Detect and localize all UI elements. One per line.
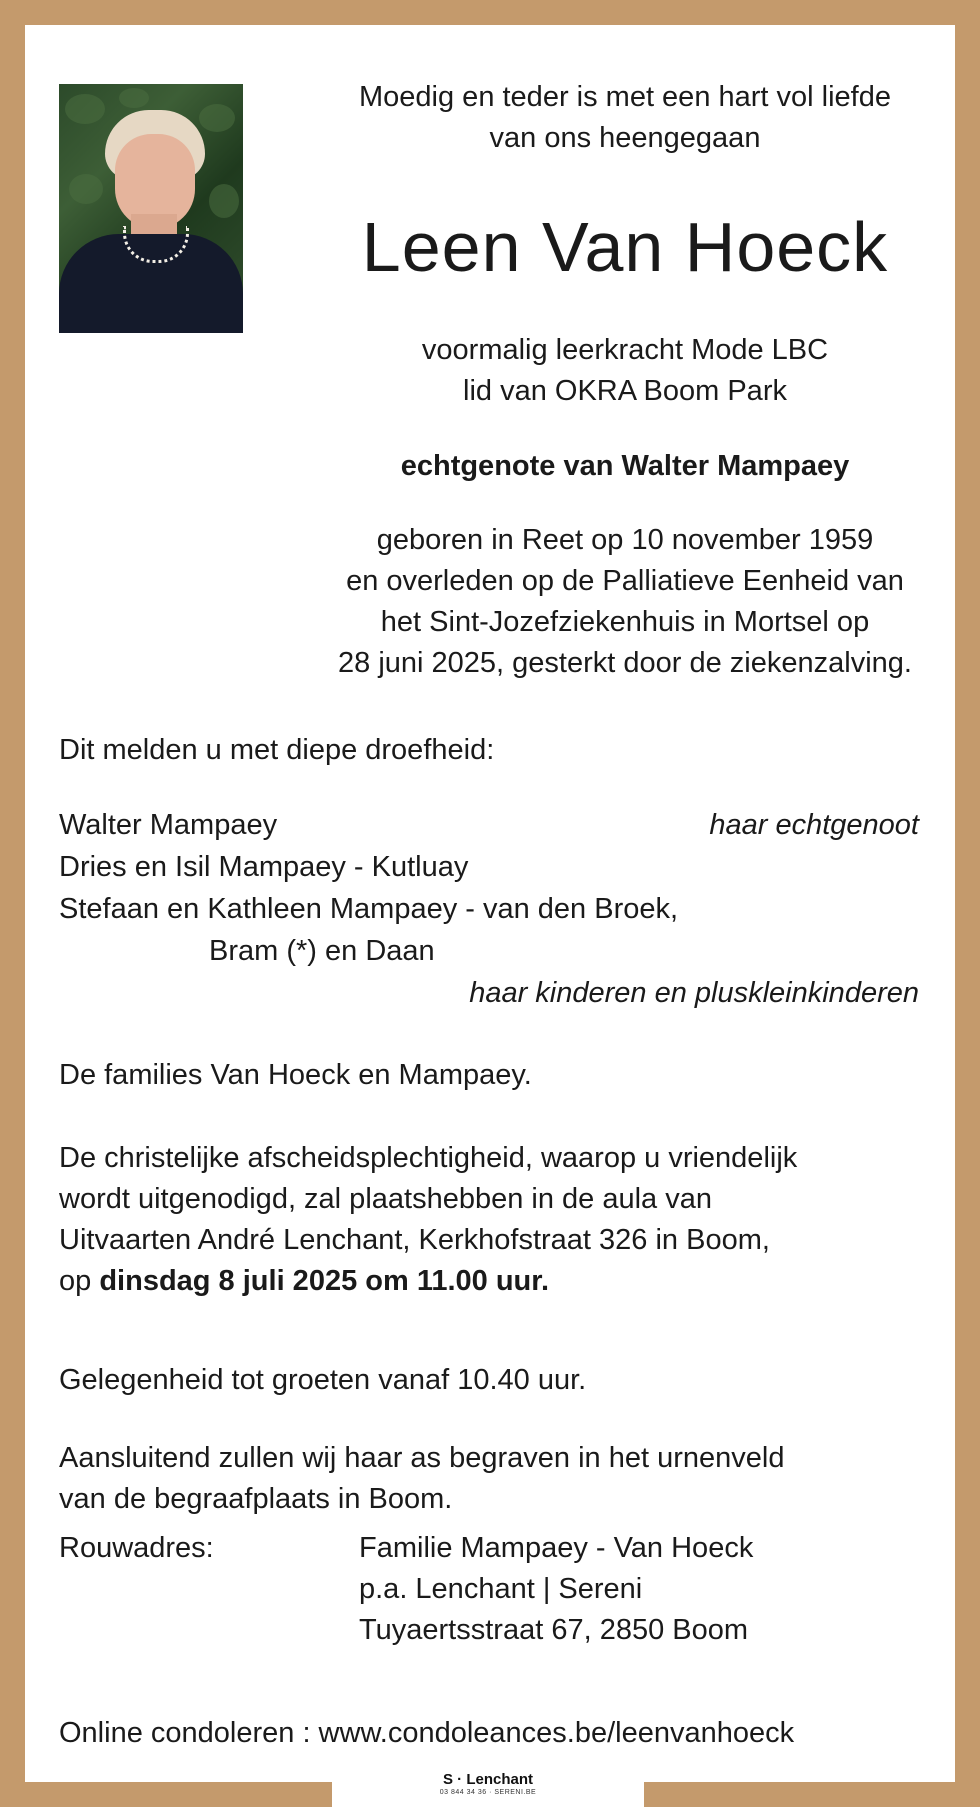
- child-2: Stefaan en Kathleen Mampaey - van den Broek,: [59, 893, 679, 925]
- intro-text: [295, 77, 955, 159]
- ceremony-date-line: [59, 1261, 797, 1302]
- online-condolence: Online condoleren : www.condoleances.be/leenvanhoeck: [59, 1717, 795, 1749]
- roles: [295, 330, 955, 412]
- funeral-home-logo: [332, 1772, 644, 1797]
- children-role: haar kinderen en pluskleinkinderen: [469, 977, 919, 1009]
- spouse-line: echtgenote van Walter Mampaey: [400, 450, 850, 482]
- family-row-husband: [59, 805, 919, 846]
- burial-line: van de begraafplaats in Boom.: [59, 1483, 453, 1515]
- husband-role: haar echtgenoot: [709, 809, 919, 841]
- logo-contact: 03 844 34 36 · SERENI.BE: [439, 1789, 537, 1796]
- ceremony-datetime: dinsdag 8 juli 2025 om 11.00 uur.: [99, 1265, 550, 1297]
- ceremony-prefix: op: [59, 1265, 100, 1297]
- birth-death-text: [295, 520, 955, 684]
- ceremony-line: De christelijke afscheidsplechtigheid, waarop u vriendelijk: [59, 1142, 798, 1174]
- ceremony-line: wordt uitgenodigd, zal plaatshebben in de aula van: [59, 1183, 712, 1215]
- intro-line: van ons heengegaan: [489, 122, 761, 154]
- portrait-photo: [59, 84, 243, 333]
- address-line: Tuyaertsstraat 67, 2850 Boom: [359, 1614, 749, 1646]
- child-1: Dries en Isil Mampaey - Kutluay: [59, 851, 469, 883]
- greeting-time: Gelegenheid tot groeten vanaf 10.40 uur.: [59, 1364, 587, 1396]
- husband-name: Walter Mampaey: [59, 809, 278, 841]
- dates-line: het Sint-Jozefziekenhuis in Mortsel op: [380, 606, 870, 638]
- deceased-name: Leen Van Hoeck: [361, 208, 889, 286]
- address-block: [359, 1528, 753, 1651]
- burial-text: [59, 1438, 784, 1520]
- grandchildren: Bram (*) en Daan: [209, 935, 435, 967]
- burial-line: Aansluitend zullen wij haar as begraven in het urnenveld: [59, 1442, 785, 1474]
- role-line: lid van OKRA Boom Park: [463, 375, 787, 407]
- announcement: Dit melden u met diepe droefheid:: [59, 734, 495, 766]
- address-line: Familie Mampaey - Van Hoeck: [359, 1532, 754, 1564]
- families-line: De families Van Hoeck en Mampaey.: [59, 1059, 532, 1091]
- dates-line: 28 juni 2025, gesterkt door de ziekenzalving.: [338, 647, 912, 679]
- ceremony-line: Uitvaarten André Lenchant, Kerkhofstraat 326 in Boom,: [59, 1224, 770, 1256]
- obituary-card: [25, 25, 955, 1782]
- dates-line: en overleden op de Palliatieve Eenheid van: [346, 565, 904, 597]
- ceremony-text: [59, 1138, 797, 1302]
- dates-line: geboren in Reet op 10 november 1959: [376, 524, 874, 556]
- logo-brand: S · Lenchant: [442, 1771, 533, 1788]
- address-label: Rouwadres:: [59, 1532, 214, 1564]
- role-line: voormalig leerkracht Mode LBC: [421, 334, 829, 366]
- address-line: p.a. Lenchant | Sereni: [359, 1573, 643, 1605]
- intro-line: Moedig en teder is met een hart vol liefde: [359, 81, 891, 113]
